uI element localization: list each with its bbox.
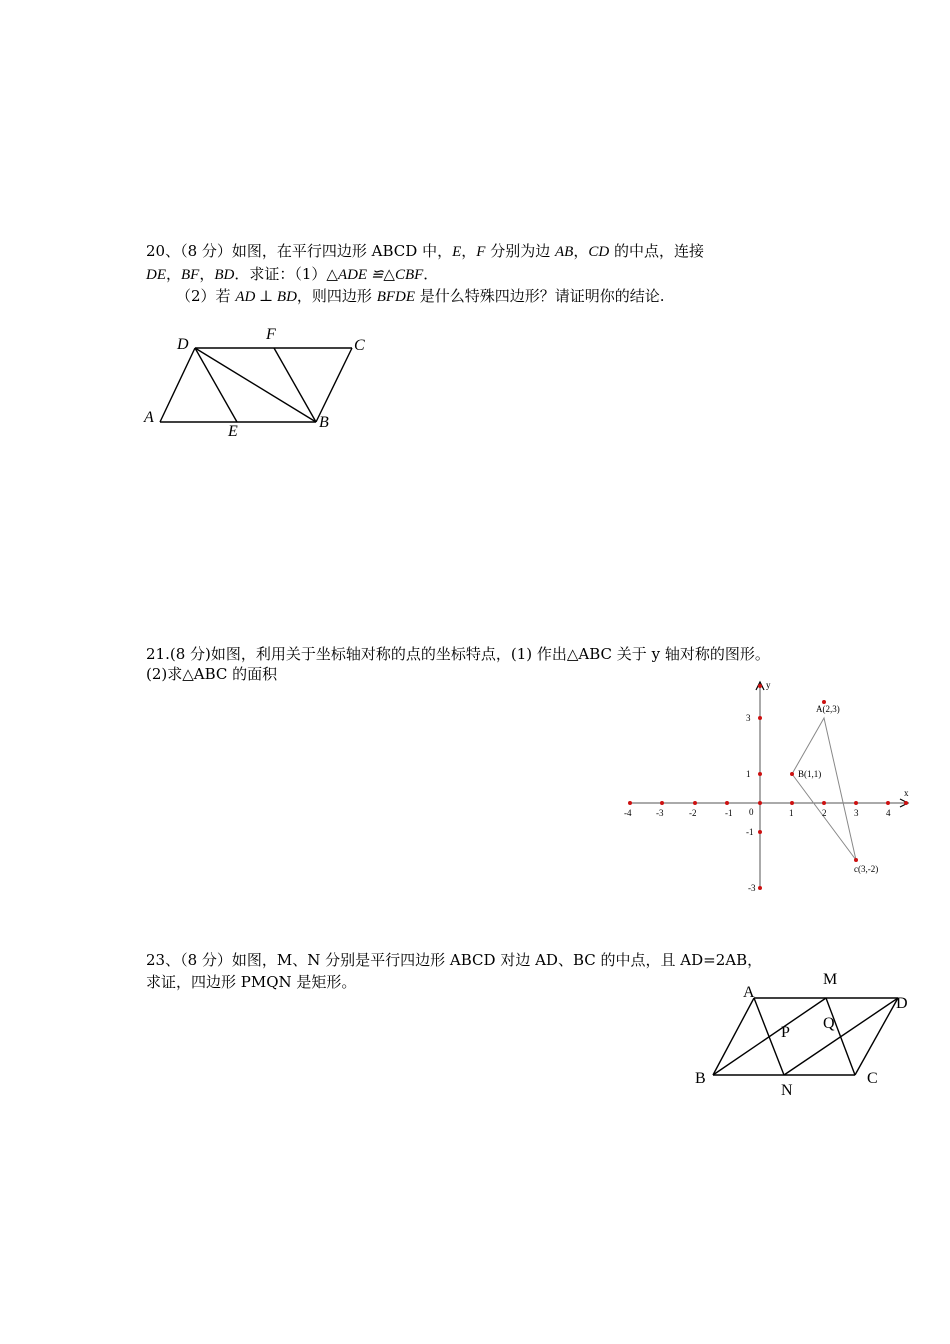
x-tick-dot xyxy=(790,801,794,805)
point-b xyxy=(790,772,794,776)
side-bc xyxy=(316,348,352,422)
diagonal-bd xyxy=(195,348,316,422)
y-tick-label: -3 xyxy=(748,883,756,893)
x-tick-dot xyxy=(758,801,762,805)
x-tick-dot xyxy=(660,801,664,805)
y-tick-dot xyxy=(758,886,762,890)
side-ab xyxy=(713,998,754,1075)
x-tick-dot xyxy=(693,801,697,805)
label-a: A xyxy=(743,984,755,1001)
y-tick-dot xyxy=(758,684,762,688)
y-tick-dot xyxy=(758,772,762,776)
point-c xyxy=(854,858,858,862)
q21-coordinate-plane xyxy=(610,676,920,898)
q20-line1: 20、（8 分）如图，在平行四边形 ABCD 中，E，F 分别为边 AB，CD 的中点，连接 xyxy=(146,242,704,260)
label-e: E xyxy=(228,423,238,440)
segment-de xyxy=(195,348,237,422)
x-tick-label: -4 xyxy=(624,808,632,818)
label-m: M xyxy=(823,971,838,988)
q20-part2: （2）若 AD ⊥ BD，则四边形 BFDE 是什么特殊四边形？请证明你的结论. xyxy=(176,287,665,305)
axis-label-x: x xyxy=(904,788,909,798)
point-b-label: B(1,1) xyxy=(798,769,822,779)
x-tick-label: 2 xyxy=(822,808,827,818)
triangle-abc xyxy=(792,718,856,860)
y-tick-dot xyxy=(758,830,762,834)
x-tick-dot xyxy=(886,801,890,805)
q23-line1: 23、（8 分）如图，M、N 分别是平行四边形 ABCD 对边 AD、BC 的中点，且 AD=2AB， xyxy=(146,951,763,969)
side-ad xyxy=(160,348,195,422)
label-b: B xyxy=(695,1070,706,1087)
label-n: N xyxy=(781,1082,793,1099)
x-tick-label: 1 xyxy=(789,808,794,818)
x-tick-label: -1 xyxy=(725,808,733,818)
label-b: B xyxy=(319,414,329,431)
side-dc xyxy=(855,998,898,1075)
x-tick-dot xyxy=(854,801,858,805)
x-tick-dot xyxy=(725,801,729,805)
x-tick-label: 3 xyxy=(854,808,859,818)
y-tick-label: 3 xyxy=(746,713,751,723)
x-tick-dot xyxy=(822,801,826,805)
origin-label: 0 xyxy=(749,807,754,817)
segment-bm xyxy=(713,998,826,1075)
point-a-label: A(2,3) xyxy=(816,704,840,714)
y-tick-dot xyxy=(758,716,762,720)
y-tick-label: 1 xyxy=(746,769,751,779)
q20-parallelogram-figure xyxy=(136,322,376,444)
label-f: F xyxy=(266,326,276,343)
q20-line2: DE，BF，BD．求证：（1）△ADE ≌△CBF． xyxy=(146,265,439,283)
label-d: D xyxy=(177,336,189,353)
segment-nd xyxy=(784,998,898,1075)
label-c: C xyxy=(354,337,365,354)
x-tick-dot xyxy=(904,801,908,805)
label-d: D xyxy=(896,995,908,1012)
label-c: C xyxy=(867,1070,878,1087)
q21-line1: 21.(8 分)如图，利用关于坐标轴对称的点的坐标特点，(1) 作出△ABC 关于 y 轴对称的图形。 xyxy=(146,645,770,663)
x-tick-label: -3 xyxy=(656,808,664,818)
label-p: P xyxy=(781,1024,790,1041)
x-tick-label: 4 xyxy=(886,808,891,818)
q21-line2: (2)求△ABC 的面积 xyxy=(146,665,278,683)
x-tick-label: -2 xyxy=(689,808,697,818)
label-q: Q xyxy=(823,1015,835,1032)
q23-line2: 求证，四边形 PMQN 是矩形。 xyxy=(146,973,357,991)
y-tick-label: -1 xyxy=(746,827,754,837)
q23-parallelogram-figure xyxy=(686,964,920,1104)
x-tick-dot xyxy=(628,801,632,805)
label-a: A xyxy=(144,409,154,426)
point-c-label: c(3,-2) xyxy=(854,864,879,874)
segment-bf xyxy=(274,348,316,422)
axis-label-y: y xyxy=(766,680,771,690)
